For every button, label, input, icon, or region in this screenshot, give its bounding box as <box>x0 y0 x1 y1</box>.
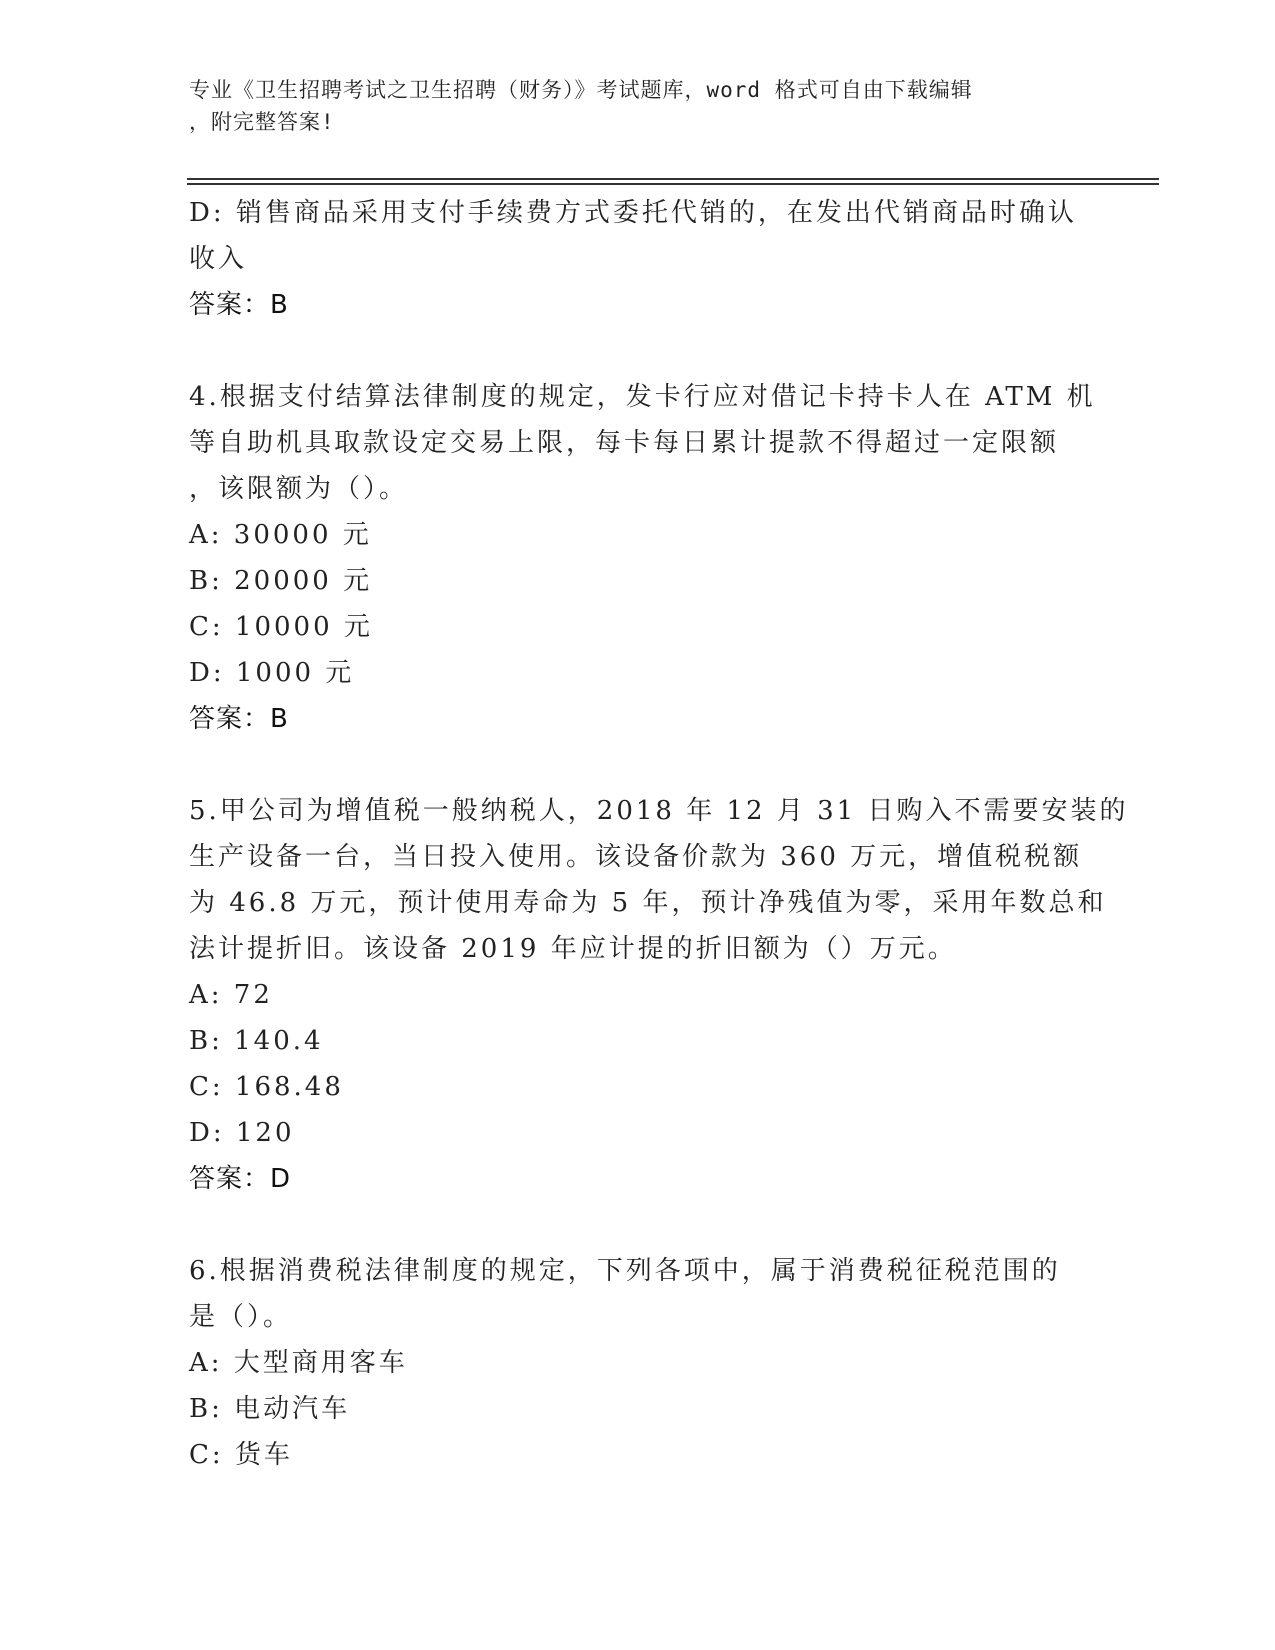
question-6-line-1: 6.根据消费税法律制度的规定，下列各项中，属于消费税征税范围的 <box>189 1256 1061 1286</box>
option-a: A: 大型商用客车 <box>189 1348 408 1378</box>
option-a: A: 72 <box>189 980 273 1010</box>
option-b: B: 20000 元 <box>189 566 373 596</box>
header-rule-top <box>187 178 1159 180</box>
option-b: B: 140.4 <box>189 1026 324 1056</box>
option-a: A: 30000 元 <box>189 520 372 550</box>
answer-line: 答案：D <box>189 1164 292 1194</box>
header-line-2: ，附完整答案! <box>189 110 335 134</box>
spacer <box>189 742 1089 788</box>
answer-line: 答案：B <box>189 704 289 734</box>
question-5-line-4: 法计提折旧。该设备 2019 年应计提的折旧额为（）万元。 <box>189 934 957 964</box>
option-c: C: 10000 元 <box>189 612 373 642</box>
question-5-line-1: 5.甲公司为增值税一般纳税人，2018 年 12 月 31 日购入不需要安装的 <box>189 796 1129 826</box>
document-header <box>189 74 1089 138</box>
option-b: B: 电动汽车 <box>189 1394 351 1424</box>
header-line-1: 专业《卫生招聘考试之卫生招聘（财务）》考试题库，word 格式可自由下载编辑 <box>189 78 973 102</box>
answer-line: 答案：B <box>189 290 289 320</box>
spacer <box>189 328 1089 374</box>
question-4-line-3: ，该限额为（）。 <box>189 474 409 504</box>
option-d: D: 120 <box>189 1118 295 1148</box>
header-rule-bottom <box>187 183 1159 185</box>
question-5-line-3: 为 46.8 万元，预计使用寿命为 5 年，预计净残值为零，采用年数总和 <box>189 888 1107 918</box>
question-4-line-2: 等自助机具取款设定交易上限，每卡每日累计提款不得超过一定限额 <box>189 428 1060 458</box>
question-6 <box>189 1248 1089 1478</box>
option-d-line-1: D: 销售商品采用支付手续费方式委托代销的，在发出代销商品时确认 <box>189 198 1077 228</box>
option-d-line-2: 收入 <box>189 244 248 274</box>
question-4 <box>189 374 1096 742</box>
question-list <box>189 190 1129 1478</box>
question-5 <box>189 788 1129 1202</box>
option-d: D: 1000 元 <box>189 658 355 688</box>
previous-question-tail <box>189 190 1089 328</box>
spacer <box>189 1202 1089 1248</box>
question-4-line-1: 4.根据支付结算法律制度的规定，发卡行应对借记卡持卡人在 ATM 机 <box>189 382 1096 412</box>
option-c: C: 168.48 <box>189 1072 344 1102</box>
option-c: C: 货车 <box>189 1440 293 1470</box>
question-6-line-2: 是（）。 <box>189 1302 293 1332</box>
question-5-line-2: 生产设备一台，当日投入使用。该设备价款为 360 万元，增值税税额 <box>189 842 1083 872</box>
